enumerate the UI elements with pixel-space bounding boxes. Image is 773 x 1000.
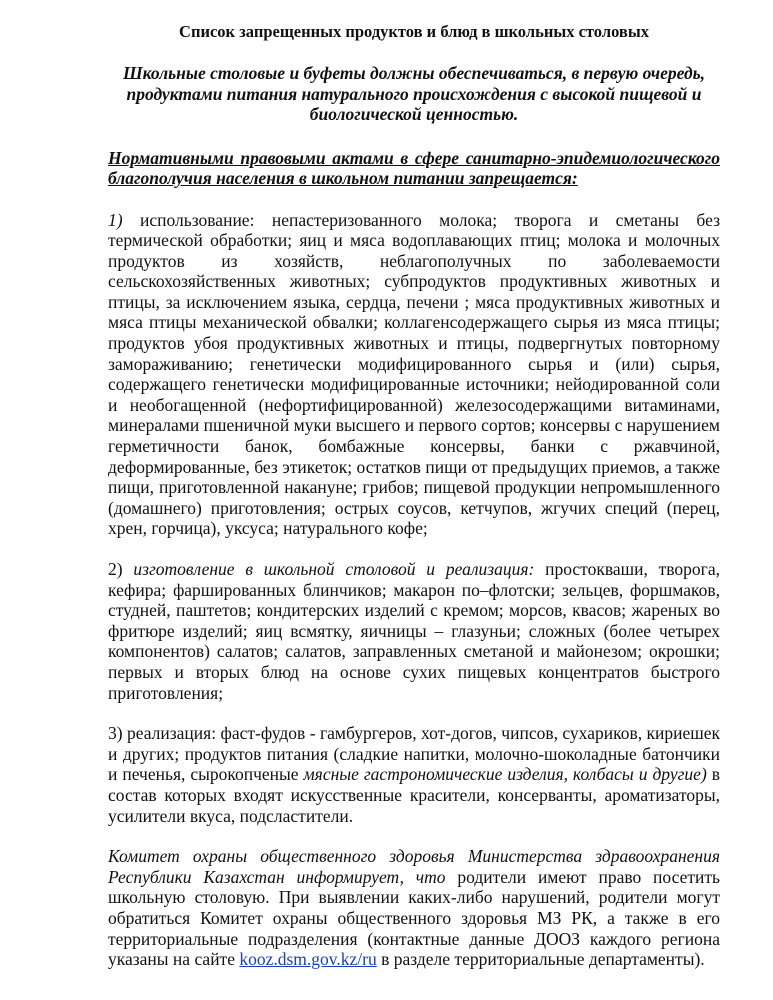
closing-italic: Комитет охраны общественного здоровья Министерства здравоохранения Республики Казахстан информирует, что bbox=[108, 846, 720, 887]
item-3-paragraph bbox=[108, 723, 720, 826]
item-2-text: простокваши, творога, кефира; фаршированных блинчиков; макарон по–флотски; зельцев, форшмаков, студней, паштетов; кондитерских изделий с кремом; морсов, квасов; жареных во фритюре изделий; яиц всмятку, яичницы – глазуньи; сложных (более четырех компонентов) салатов; салатов, заправленных сметаной и майонезом; окрошки; первых и вторых блюд на основе сухих пищевых концентратов быстрого приготовления; bbox=[108, 559, 720, 703]
document-title: Список запрещенных продуктов и блюд в школьных столовых bbox=[179, 22, 649, 41]
document-page bbox=[108, 22, 720, 990]
item-2-paragraph bbox=[108, 559, 720, 703]
normative-heading: Нормативными правовыми актами в сфере санитарно-эпидемиологического благополучия населения в школьном питании запрещается: bbox=[108, 147, 720, 188]
item-1-number: 1) bbox=[108, 209, 123, 230]
closing-tail: в разделе территориальные департаменты). bbox=[376, 949, 705, 970]
closing-paragraph bbox=[108, 846, 720, 970]
document-subtitle: Школьные столовые и буфеты должны обеспечиваться, в первую очередь, продуктами питания натурального происхождения с высокой пищевой и биологической ценностью. bbox=[122, 63, 706, 124]
item-3-italic: мясные гастрономические изделия, колбасы и другие) bbox=[303, 764, 707, 785]
item-1-text: использование: непастеризованного молока; творога и сметаны без термической обработки; яиц и мяса водоплавающих птиц; молока и молочных продуктов из хозяйств, неблагополучных по заболеваемости сельскохозяйственных животных; субпродуктов продуктивных животных и птицы, за исключением языка, сердца, печени ; мяса продуктивных животных и мяса птицы механической обвалки; коллагенсодержащего сырья из мяса птицы; продуктов убоя продуктивных животных и птицы, подвергнутых повторному замораживанию; генетически модифицированного сырья и (или) сырья, содержащего генетически модифицированные источники; нейодированной соли и необогащенной (нефортифицированной) железосодержащими витаминами, минералами пшеничной муки высшего и первого сортов; консервы с нарушением герметичности банок, бомбажные консервы, банки с ржавчиной, деформированные, без этикеток; остатков пищи от предыдущих приемов, а также пищи, приготовленной накануне; грибов; пищевой продукции непромышленного (домашнего) приготовления; острых соусов, кетчупов, жгучих специй (перец, хрен, горчица), уксуса; натурального кофе; bbox=[108, 209, 720, 539]
kooz-website-link[interactable]: kooz.dsm.gov.kz/ru bbox=[239, 949, 377, 970]
item-3-text: 3) реализация: фаст-фудов - гамбургеров, хот-догов, чипсов, сухариков, кириешек и других; продуктов питания (сладкие напитки, молочно-шоколадные батончики и печенья, сырокопченые bbox=[108, 723, 720, 785]
item-2-number: 2) bbox=[108, 559, 123, 579]
closing-text: родители имеют право посетить школьную столовую. При выявлении каких-либо нарушений, родители могут обратиться Комитет охраны общественного здоровья МЗ РК, а также в его территориальные подразделения (контактные данные ДООЗ каждого региона указаны на сайте bbox=[108, 866, 720, 970]
item-1-paragraph bbox=[108, 210, 720, 540]
item-3-tail: в состав которых входят искусственные красители, консерванты, ароматизаторы, усилители вкуса, подсластители. bbox=[108, 764, 721, 826]
item-2-lead: изготовление в школьной столовой и реализация: bbox=[122, 559, 535, 579]
